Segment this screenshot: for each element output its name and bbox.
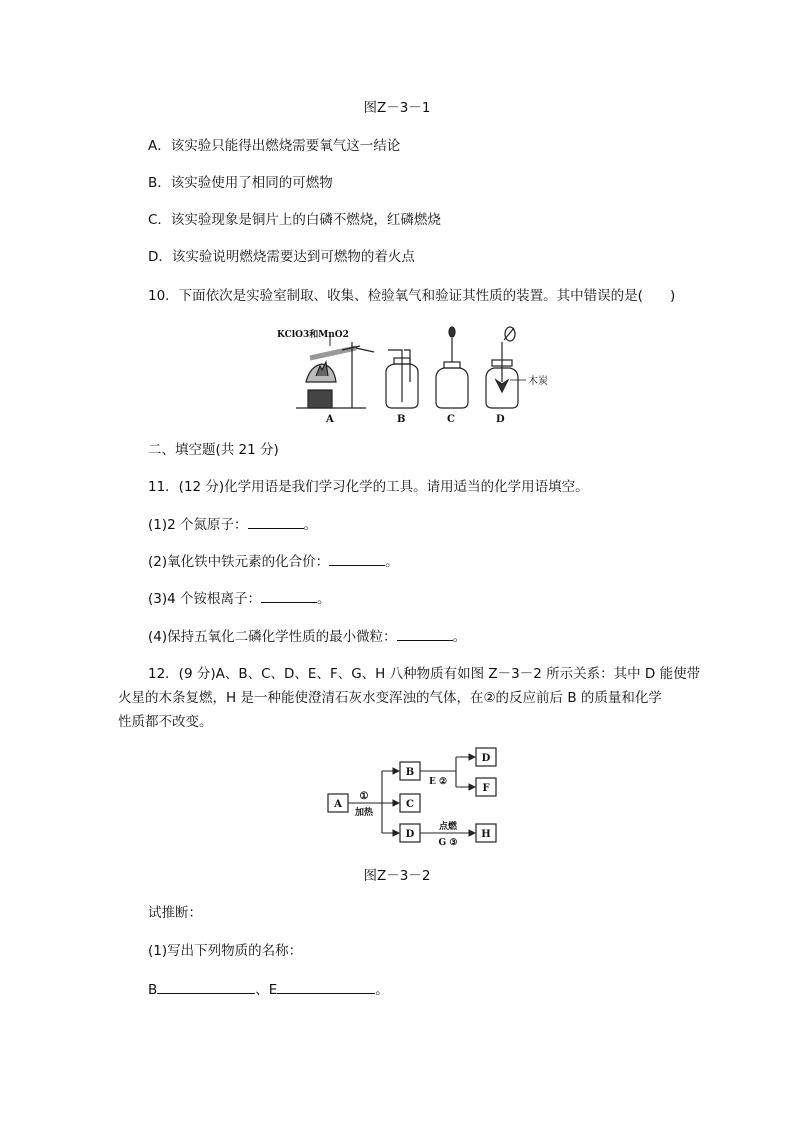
figure-caption-2: 图Z－3－2 (363, 868, 431, 884)
answer-blank[interactable] (248, 514, 304, 529)
answer-b-label: B (148, 982, 158, 998)
q10-stem: 10．下面依次是实验室制取、收集、检验氧气和验证其性质的装置。其中错误的是( ) (148, 288, 676, 304)
q12-infer: 试推断： (148, 905, 202, 921)
box-b-label: B (405, 767, 415, 778)
panel-label-c: C (447, 414, 455, 425)
q11-item-2-text: (2)氧化铁中铁元素的化合价： (148, 554, 330, 570)
end-mark: 。 (303, 517, 318, 533)
q11-item-4 (148, 626, 466, 647)
q12-line-2: 火星的木条复燃，H 是一种能使澄清石灰水变浑浊的气体，在②的反应前后 B 的质量和化学 (118, 690, 662, 706)
end-mark: 。 (317, 591, 331, 607)
q11-item-3 (148, 588, 331, 609)
box-h-label: H (481, 829, 491, 840)
q11-item-1-text: (1)2 个氮原子： (148, 517, 248, 533)
q9-option-c: C．该实验现象是铜片上的白磷不燃烧，红磷燃烧 (148, 212, 441, 228)
answer-blank[interactable] (261, 588, 317, 603)
panel-label-b: B (397, 414, 406, 425)
answer-end: 。 (375, 982, 389, 998)
box-d-label: D (405, 829, 415, 840)
end-mark: 。 (452, 629, 467, 645)
q11-item-3-text: (3)4 个铵根离子： (148, 591, 262, 607)
section-2-title: 二、填空题(共 21 分) (148, 442, 279, 458)
arrow1-top: ① (359, 791, 369, 802)
box-d2-label: D (481, 753, 491, 764)
q11-item-4-text: (4)保持五氧化二磷化学性质的最小微粒： (148, 629, 397, 645)
box-f-label: F (482, 783, 490, 794)
q10-apparatus-figure (270, 322, 550, 426)
apparatus-a (277, 328, 374, 425)
q11-item-2 (148, 551, 399, 572)
q12-line-1: 12．(9 分)A、B、C、D、E、F、G、H 八种物质有如图 Z－3－2 所示关系：其中 D 能使带 (148, 666, 701, 682)
charcoal-label: 木炭 (528, 376, 548, 387)
q12-sub-1: (1)写出下列物质的名称： (148, 943, 303, 959)
answer-blank-b[interactable] (157, 979, 255, 994)
panel-label-d: D (496, 414, 505, 425)
answer-blank-e[interactable] (277, 979, 375, 994)
apparatus-c (436, 327, 468, 425)
q9-option-b: B．该实验使用了相同的可燃物 (148, 175, 333, 191)
arrow1-bottom: 加热 (354, 808, 374, 818)
q9-option-a: A．该实验只能得出燃烧需要氧气这一结论 (148, 138, 401, 154)
q11-item-1 (148, 514, 317, 535)
figure-caption-1: 图Z－3－1 (363, 100, 431, 116)
q12-reaction-diagram (320, 744, 510, 848)
answer-blank[interactable] (329, 551, 385, 566)
arrow2-label: E ② (428, 777, 448, 787)
answer-blank[interactable] (397, 626, 453, 641)
arrow3-bottom: G ③ (438, 838, 458, 848)
q11-stem: 11．(12 分)化学用语是我们学习化学的工具。请用适当的化学用语填空。 (148, 479, 589, 495)
apparatus-b (386, 350, 418, 425)
end-mark: 。 (385, 554, 399, 570)
panel-label-a: A (326, 414, 334, 425)
box-a-label: A (334, 799, 342, 810)
q12-answer-line (148, 979, 389, 1000)
answer-e-label: 、E (255, 982, 278, 998)
apparatus-d (486, 327, 548, 425)
box-c-label: C (406, 799, 414, 810)
apparatus-a-label: KClO3和MnO2 (277, 330, 349, 340)
arrow3-top: 点燃 (438, 822, 458, 832)
q12-line-3: 性质都不改变。 (118, 714, 213, 730)
q9-option-d: D．该实验说明燃烧需要达到可燃物的着火点 (148, 249, 415, 265)
